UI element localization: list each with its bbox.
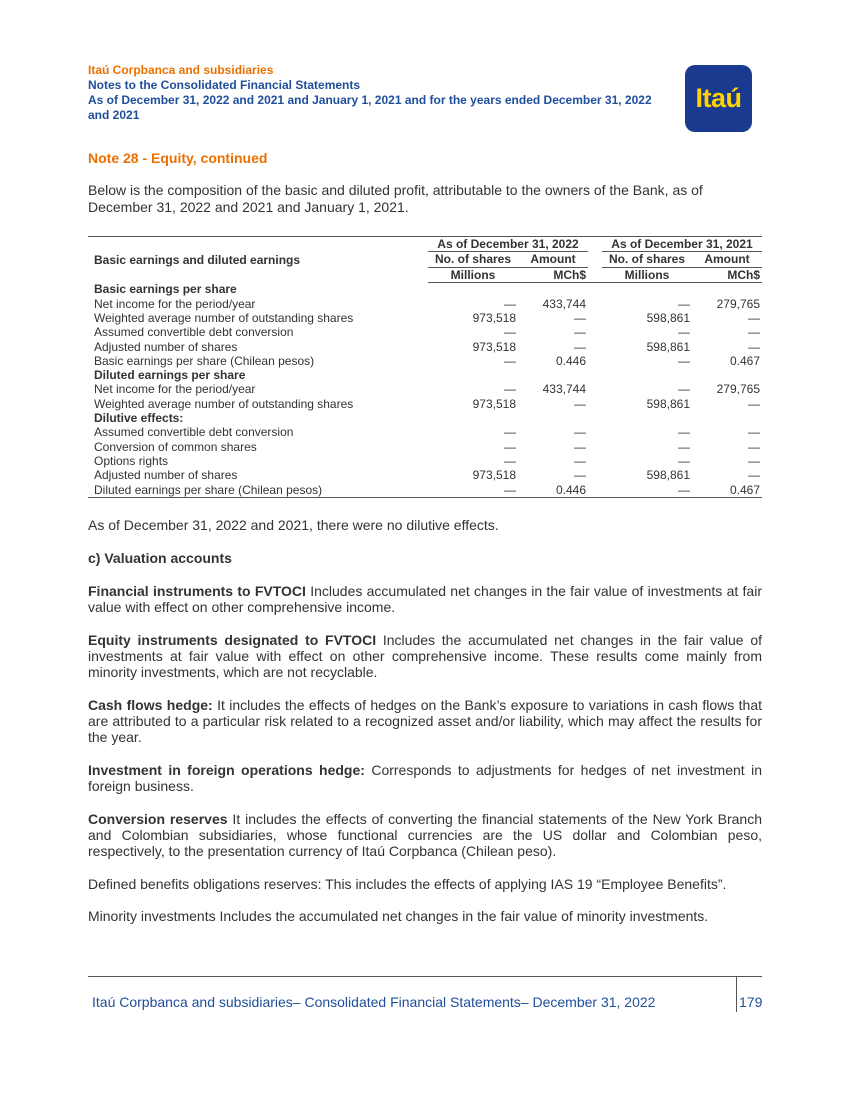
cell-amount-2021: — [748, 425, 760, 440]
row-label: Options rights [94, 453, 169, 468]
row-label: Basic earnings per share (Chilean pesos) [94, 353, 315, 368]
unit-shares-2021: Millions [602, 267, 692, 282]
cell-shares-2022: — [504, 439, 516, 454]
row-label: Adjusted number of shares [94, 468, 238, 483]
paragraph-body: It includes the effects of converting the financial statements of the New York Branch and Colombian subsidiaries, whose functional currencies are the US dollar and Colombian peso, respectively, to the presentation currency of Itaú Corpbanca (Chilean peso). [88, 811, 762, 859]
cell-amount-2021: 279,765 [716, 382, 760, 397]
paragraph-body: Defined benefits obligations reserves: This includes the effects of applying IAS 19 “Employee Benefits”. [88, 876, 727, 892]
cell-shares-2022 [428, 411, 518, 425]
page-header [88, 63, 688, 123]
valuation-paragraph [88, 632, 762, 680]
cell-amount-2022 [518, 368, 588, 382]
table-row [88, 311, 762, 325]
cell-shares-2021 [602, 411, 692, 425]
cell-shares-2021: — [678, 325, 690, 340]
cell-shares-2021 [602, 368, 692, 382]
unit-amount-2021: MCh$ [692, 267, 762, 282]
footer-divider [88, 976, 762, 977]
paragraph-body: Minority investments Includes the accumulated net changes in the fair value of minority investments. [88, 908, 709, 924]
cell-amount-2021: — [748, 439, 760, 454]
cell-shares-2022: 973,518 [472, 310, 516, 325]
note-title: Note 28 - Equity, continued [88, 150, 268, 166]
cell-amount-2021: 0.467 [729, 482, 760, 497]
cell-shares-2021 [602, 282, 692, 296]
paragraph-body: Includes accumulated net changes in the fair value of investments at fair value with effect on other comprehensive income. [88, 583, 762, 615]
cell-amount-2022 [518, 411, 588, 425]
cell-shares-2022 [428, 368, 518, 382]
cell-shares-2021: 598,861 [646, 310, 690, 325]
table-section-row [88, 282, 762, 296]
cell-shares-2021: 598,861 [646, 396, 690, 411]
logo-text: Itaú [695, 83, 742, 113]
cell-amount-2021: — [748, 396, 760, 411]
company-name: Itaú Corpbanca and subsidiaries [88, 63, 274, 77]
cell-amount-2022: — [574, 396, 586, 411]
cell-shares-2021: — [678, 353, 690, 368]
cell-amount-2021 [692, 368, 762, 382]
unit-amount-2022: MCh$ [518, 267, 588, 282]
period-line-1: As of December 31, 2022 and 2021 and January 1, 2021 and for the years ended December 31, 2022 [88, 93, 652, 107]
cell-amount-2022: — [574, 453, 586, 468]
cell-shares-2022: 973,518 [472, 396, 516, 411]
row-label: Net income for the period/year [94, 296, 256, 311]
paragraph-lead: Cash flows hedge: [88, 697, 213, 713]
cell-shares-2021: 598,861 [646, 339, 690, 354]
section-label: Diluted earnings per share [94, 368, 246, 383]
cell-amount-2022: — [574, 468, 586, 483]
cell-shares-2022: — [504, 482, 516, 497]
table-row [88, 425, 762, 439]
col-amount-2021: Amount [692, 252, 762, 267]
cell-amount-2022: — [574, 439, 586, 454]
valuation-paragraph [88, 811, 762, 859]
cell-amount-2022: — [574, 325, 586, 340]
valuation-paragraph [88, 583, 762, 615]
col-shares-2022: No. of shares [428, 252, 518, 267]
cell-amount-2021: 0.467 [729, 353, 760, 368]
section-label: Dilutive effects: [94, 411, 184, 426]
footer-separator [736, 976, 737, 1012]
cell-amount-2021: — [748, 310, 760, 325]
row-label: Adjusted number of shares [94, 339, 238, 354]
cell-shares-2022: — [504, 325, 516, 340]
period-2021-header: As of December 31, 2021 [602, 237, 762, 252]
cell-amount-2022 [518, 282, 588, 296]
cell-amount-2022: 433,744 [542, 296, 586, 311]
table-row [88, 454, 762, 468]
cell-shares-2022: — [504, 382, 516, 397]
cell-shares-2022: 973,518 [472, 468, 516, 483]
table-row [88, 468, 762, 482]
intro-paragraph: Below is the composition of the basic and diluted profit, attributable to the owners of the Bank, as of December 31, 2022 and 2021 and January 1, 2021. [88, 182, 703, 215]
row-label: Weighted average number of outstanding shares [94, 310, 354, 325]
valuation-paragraph [88, 908, 762, 924]
paragraph-lead: Conversion reserves [88, 811, 228, 827]
unit-shares-2022: Millions [428, 267, 518, 282]
cell-amount-2022: — [574, 310, 586, 325]
table-row [88, 483, 762, 498]
no-dilutive-note: As of December 31, 2022 and 2021, there were no dilutive effects. [88, 517, 499, 533]
row-label: Assumed convertible debt conversion [94, 425, 294, 440]
table-row [88, 354, 762, 368]
table-row [88, 382, 762, 396]
cell-shares-2022: — [504, 296, 516, 311]
valuation-paragraph [88, 876, 762, 892]
table-row [88, 397, 762, 411]
cell-shares-2022: — [504, 353, 516, 368]
cell-amount-2022: — [574, 339, 586, 354]
cell-shares-2022: — [504, 453, 516, 468]
row-label: Assumed convertible debt conversion [94, 325, 294, 340]
paragraph-lead: Financial instruments to FVTOCI [88, 583, 306, 599]
cell-shares-2022: — [504, 425, 516, 440]
row-label: Weighted average number of outstanding shares [94, 396, 354, 411]
table-row [88, 440, 762, 454]
cell-shares-2021: — [678, 425, 690, 440]
cell-amount-2021: — [748, 339, 760, 354]
cell-amount-2021: 279,765 [716, 296, 760, 311]
paragraph-lead: Equity instruments designated to FVTOCI [88, 632, 377, 648]
cell-amount-2022: — [574, 425, 586, 440]
row-label: Diluted earnings per share (Chilean pesos) [94, 482, 323, 497]
row-label: Net income for the period/year [94, 382, 256, 397]
row-label: Conversion of common shares [94, 439, 257, 454]
paragraph-lead: Investment in foreign operations hedge: [88, 762, 365, 778]
table-section-row [88, 411, 762, 425]
cell-shares-2021: — [678, 296, 690, 311]
table-row [88, 340, 762, 354]
cell-shares-2021: — [678, 382, 690, 397]
cell-shares-2021: 598,861 [646, 468, 690, 483]
itau-logo [685, 65, 752, 132]
earnings-table [88, 236, 762, 498]
cell-amount-2022: 433,744 [542, 382, 586, 397]
cell-amount-2021 [692, 411, 762, 425]
period-line-2: and 2021 [88, 108, 140, 122]
table-section-row [88, 368, 762, 382]
section-label: Basic earnings per share [94, 282, 237, 297]
paragraph-body: Corresponds to adjustments for hedges of net investment in foreign business. [88, 762, 762, 794]
section-c-heading: c) Valuation accounts [88, 550, 232, 566]
cell-amount-2021 [692, 282, 762, 296]
table-row [88, 325, 762, 339]
cell-amount-2021: — [748, 453, 760, 468]
cell-shares-2022 [428, 282, 518, 296]
cell-shares-2021: — [678, 482, 690, 497]
cell-amount-2022: 0.446 [555, 482, 586, 497]
col-amount-2022: Amount [518, 252, 588, 267]
paragraph-body: It includes the effects of hedges on the Bank’s exposure to variations in cash flows that are attributed to a particular risk related to a recognized asset and/or liability, which may affect the results for the year. [88, 697, 762, 745]
cell-shares-2021: — [678, 439, 690, 454]
table-row [88, 297, 762, 311]
document-title: Notes to the Consolidated Financial Statements [88, 78, 361, 92]
page-number: 179 [739, 994, 763, 1010]
col-shares-2021: No. of shares [602, 252, 692, 267]
valuation-paragraph [88, 697, 762, 745]
paragraph-body: Includes the accumulated net changes in the fair value of investments at fair value with effect on other comprehensive income. These results come mainly from minority investments, which are not recyclable. [88, 632, 762, 680]
table-row-header: Basic earnings and diluted earnings [94, 252, 301, 267]
cell-amount-2021: — [748, 468, 760, 483]
cell-amount-2022: 0.446 [555, 353, 586, 368]
cell-shares-2021: — [678, 453, 690, 468]
cell-amount-2021: — [748, 325, 760, 340]
table-header-periods [88, 237, 762, 252]
valuation-paragraph [88, 762, 762, 794]
period-2022-header: As of December 31, 2022 [428, 237, 588, 252]
footer-text: Itaú Corpbanca and subsidiaries– Consolidated Financial Statements– December 31, 2022 [92, 994, 656, 1010]
cell-shares-2022: 973,518 [472, 339, 516, 354]
